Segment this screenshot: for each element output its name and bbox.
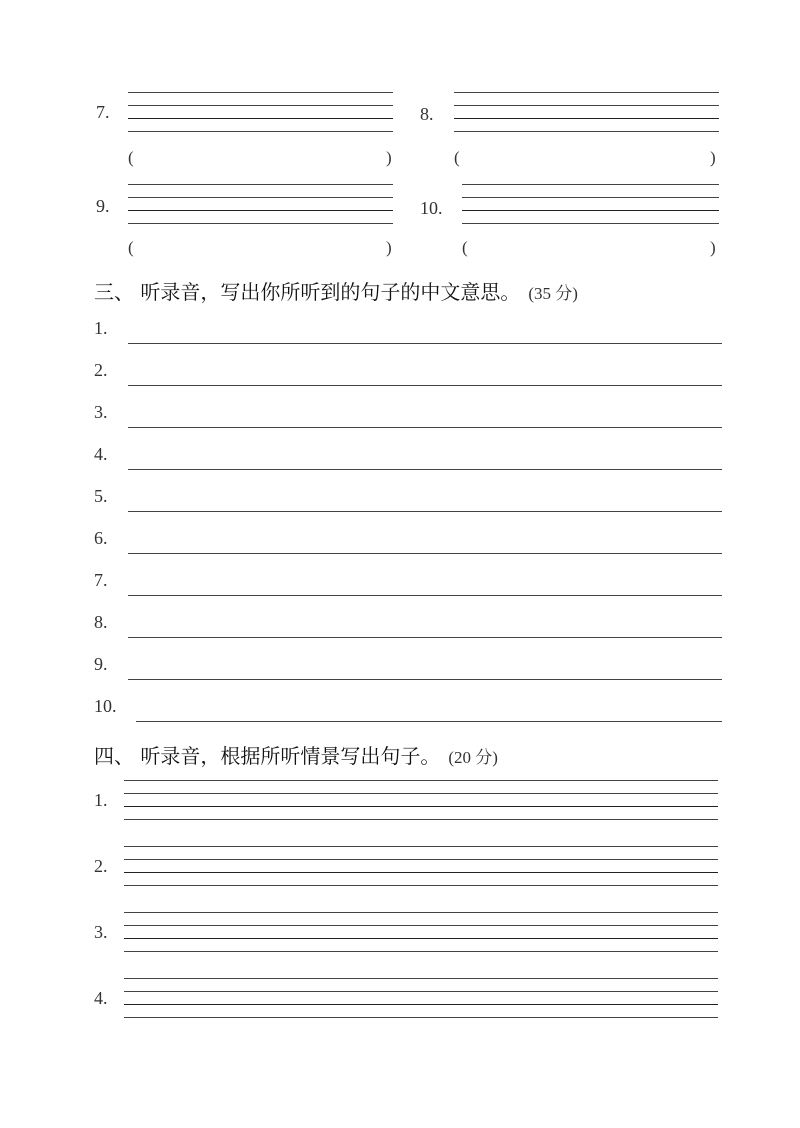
- item-8-paren-close: ): [710, 148, 716, 167]
- section3-row-8: [94, 612, 722, 648]
- section3-item-number: 1.: [94, 318, 108, 338]
- section3-row-7: [94, 570, 722, 606]
- item-9-paren-close: ): [386, 238, 392, 257]
- item-10-paren-close: ): [710, 238, 716, 257]
- section3-title: [94, 276, 578, 305]
- section3-row-1: [94, 318, 722, 354]
- section4-item-number: 3.: [94, 922, 108, 942]
- item-8-number: 8.: [420, 104, 434, 124]
- item-9-paren-open: (: [128, 238, 134, 257]
- section3-row-10: [94, 696, 722, 732]
- section3-answer-line[interactable]: [128, 385, 722, 386]
- section3-row-2: [94, 360, 722, 396]
- section3-answer-line[interactable]: [128, 469, 722, 470]
- section3-row-3: [94, 402, 722, 438]
- section3-answer-line[interactable]: [128, 511, 722, 512]
- section4-item-number: 1.: [94, 790, 108, 810]
- section3-answer-line[interactable]: [128, 427, 722, 428]
- section3-answer-line[interactable]: [128, 679, 722, 680]
- item-7-number: 7.: [96, 102, 110, 122]
- item-8-writing-grid[interactable]: [454, 92, 719, 132]
- section4-item-number: 4.: [94, 988, 108, 1008]
- section4-item-number: 2.: [94, 856, 108, 876]
- item-7-paren-close: ): [386, 148, 392, 167]
- item-9-answer-blank[interactable]: [142, 236, 378, 260]
- section3-item-number: 7.: [94, 570, 108, 590]
- section3-row-6: [94, 528, 722, 564]
- section4-writing-grid-3[interactable]: [124, 912, 718, 952]
- section3-answer-line[interactable]: [128, 637, 722, 638]
- section4-writing-grid-4[interactable]: [124, 978, 718, 1018]
- section4-title: [94, 740, 498, 769]
- section3-item-number: 9.: [94, 654, 108, 674]
- item-9-writing-grid[interactable]: [128, 184, 393, 224]
- section3-row-4: [94, 444, 722, 480]
- section3-item-number: 5.: [94, 486, 108, 506]
- section3-row-5: [94, 486, 722, 522]
- section3-item-number: 8.: [94, 612, 108, 632]
- item-7-paren-open: (: [128, 148, 134, 167]
- item-9-number: 9.: [96, 196, 110, 216]
- section3-item-number: 10.: [94, 696, 117, 716]
- item-10-paren-open: (: [462, 238, 468, 257]
- item-7-answer-blank[interactable]: [142, 146, 378, 170]
- section3-item-number: 3.: [94, 402, 108, 422]
- item-8-answer-blank[interactable]: [468, 146, 704, 170]
- section3-item-number: 4.: [94, 444, 108, 464]
- section3-answer-line[interactable]: [136, 721, 722, 722]
- section3-item-number: 2.: [94, 360, 108, 380]
- section3-answer-line[interactable]: [128, 595, 722, 596]
- section3-item-number: 6.: [94, 528, 108, 548]
- section4-score: (20 分): [448, 748, 498, 767]
- item-8-paren-open: (: [454, 148, 460, 167]
- item-10-writing-grid[interactable]: [462, 184, 719, 224]
- section3-row-9: [94, 654, 722, 690]
- section3-answer-line[interactable]: [128, 553, 722, 554]
- section3-answer-line[interactable]: [128, 343, 722, 344]
- section3-title-text: 三、 听录音，写出你所听到的句子的中文意思。: [94, 280, 521, 304]
- section4-writing-grid-2[interactable]: [124, 846, 718, 886]
- section3-score: (35 分): [528, 284, 578, 303]
- section4-writing-grid-1[interactable]: [124, 780, 718, 820]
- item-7-writing-grid[interactable]: [128, 92, 393, 132]
- item-10-number: 10.: [420, 198, 443, 218]
- item-10-answer-blank[interactable]: [476, 236, 704, 260]
- section4-title-text: 四、 听录音，根据所听情景写出句子。: [94, 744, 441, 768]
